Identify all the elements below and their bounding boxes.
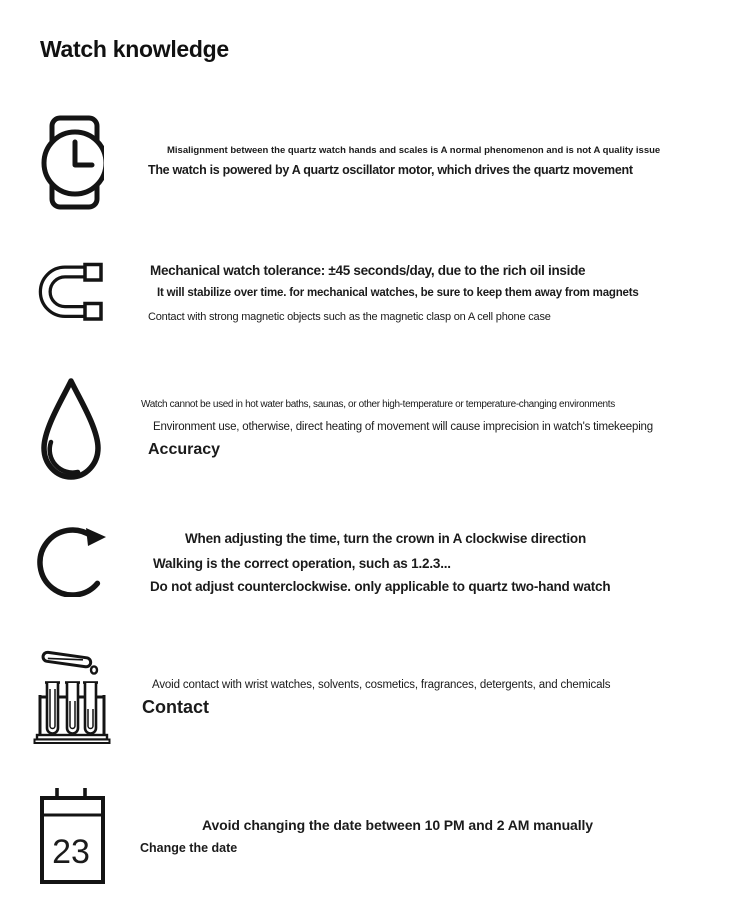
contact-note-chemicals: Avoid contact with wrist watches, solvents, cosmetics, fragrances, detergents, and chemicals <box>152 679 611 691</box>
magnet-note-tolerance: Mechanical watch tolerance: ±45 seconds/day, due to the rich oil inside <box>150 263 586 278</box>
magnet-note-contact: Contact with strong magnetic objects such as the magnetic clasp on A cell phone case <box>148 311 551 323</box>
magnet-note-stabilize: It will stabilize over time. for mechanical watches, be sure to keep them away from magnets <box>157 287 639 299</box>
magnet-icon <box>37 261 106 322</box>
adjust-note-counterclockwise: Do not adjust counterclockwise. only applicable to quartz two-hand watch <box>150 579 611 594</box>
page-title: Watch knowledge <box>40 36 229 62</box>
calendar-day-number: 23 <box>52 833 90 871</box>
clockwise-arrow-icon <box>37 516 107 597</box>
accuracy-note-heating: Environment use, otherwise, direct heating of movement will cause imprecision in watch's timekeeping <box>153 421 653 433</box>
adjust-note-walking: Walking is the correct operation, such as 1.2.3... <box>153 556 451 571</box>
date-heading: Change the date <box>140 841 238 855</box>
wristwatch-icon <box>40 112 104 214</box>
contact-heading: Contact <box>142 697 209 717</box>
quartz-note-small: Misalignment between the quartz watch hands and scales is A normal phenomenon and is not A quality issue <box>167 145 661 156</box>
adjust-note-clockwise: When adjusting the time, turn the crown in A clockwise direction <box>185 531 586 546</box>
accuracy-heading: Accuracy <box>148 441 221 458</box>
quartz-note-main: The watch is powered by A quartz oscillator motor, which drives the quartz movement <box>148 163 633 177</box>
test-tubes-icon <box>33 645 111 745</box>
date-note-avoid: Avoid changing the date between 10 PM and 2 AM manually <box>202 817 593 833</box>
calendar-icon <box>40 788 105 884</box>
water-drop-icon <box>38 376 104 481</box>
accuracy-note-baths: Watch cannot be used in hot water baths, saunas, or other high-temperature or temperature-changing environments <box>141 399 615 410</box>
